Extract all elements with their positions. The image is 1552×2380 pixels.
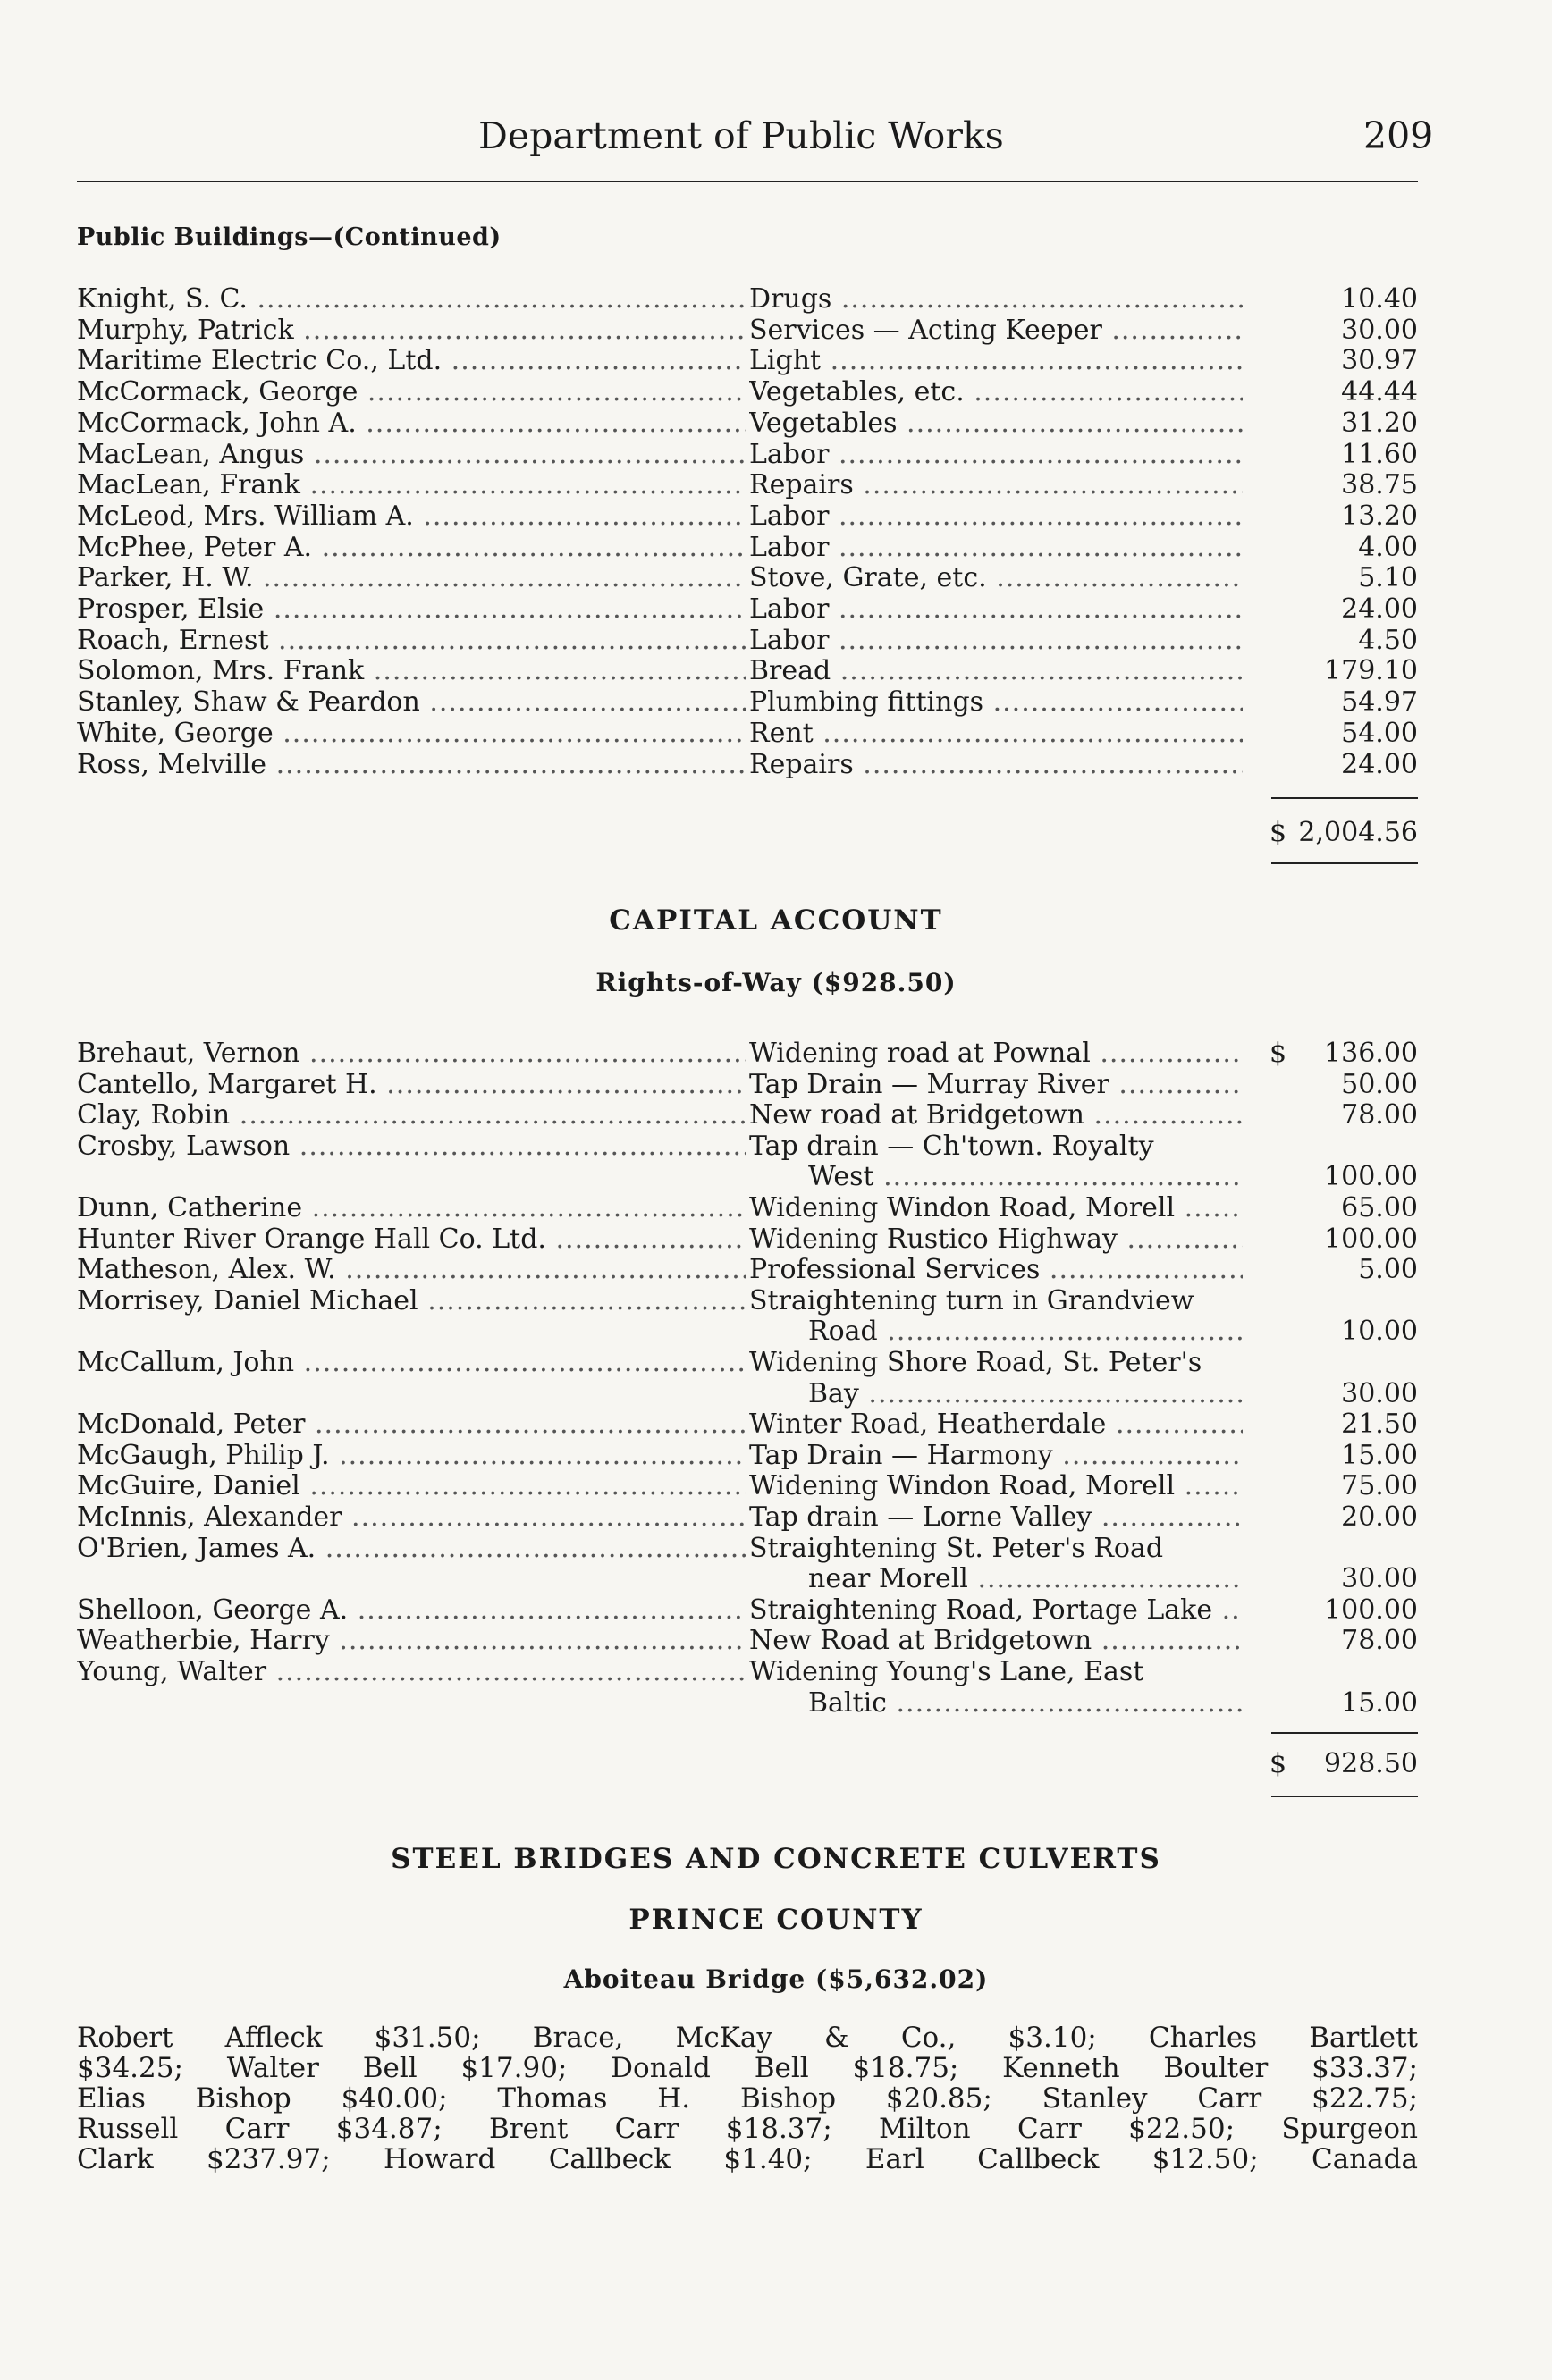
item-description: Labor ..... — [749, 533, 1243, 563]
subtotal-rule — [1271, 797, 1418, 799]
ledger-row — [0, 346, 1552, 376]
ledger-row — [0, 1100, 1552, 1131]
ledger-row-continuation — [0, 1564, 1552, 1594]
item-description: Labor ..... — [749, 626, 1243, 656]
item-description: Tap drain — Lorne Valley ..... — [749, 1502, 1243, 1533]
payee-name: Clay, Robin ..... — [77, 1100, 746, 1131]
ledger-row — [0, 1131, 1552, 1162]
ledger-row — [0, 1255, 1552, 1285]
item-amount: 75.00 — [1341, 1470, 1418, 1502]
paragraph-line: Russell Carr $34.87; Brent Carr $18.37; Milton Carr $22.50; Spurgeon — [77, 2113, 1418, 2145]
payee-name: McDonald, Peter ..... — [77, 1409, 746, 1440]
item-description: Professional Services ..... — [749, 1255, 1243, 1285]
payee-name: Young, Walter ..... — [77, 1657, 746, 1687]
item-amount: 179.10 — [1324, 655, 1418, 687]
item-amount: 10.40 — [1341, 283, 1418, 315]
item-description: Tap drain — Ch'town. Royalty — [749, 1131, 1154, 1162]
item-description: Straightening St. Peter's Road — [749, 1533, 1164, 1564]
ledger-row — [0, 1039, 1552, 1069]
total-dollar-sign: $ — [1269, 817, 1287, 848]
item-description: Drugs ..... — [749, 284, 1243, 315]
dollar-sign: $ — [1269, 1038, 1287, 1069]
capital-total: 928.50 — [1324, 1748, 1418, 1779]
payee-name: McCormack, John A. ..... — [77, 408, 746, 439]
item-description: Stove, Grate, etc. ..... — [749, 563, 1243, 593]
item-description: Labor ..... — [749, 501, 1243, 532]
capital-total-rule — [1271, 1796, 1418, 1797]
item-description: Labor ..... — [749, 594, 1243, 625]
item-description: Rent ..... — [749, 719, 1243, 749]
ledger-row — [0, 533, 1552, 563]
item-description: Widening road at Pownal ..... — [749, 1039, 1243, 1069]
capital-subtotal-rule — [1271, 1732, 1418, 1734]
header-rule — [77, 181, 1418, 182]
item-description: Labor ..... — [749, 440, 1243, 470]
payee-name: McCallum, John ..... — [77, 1348, 746, 1378]
payee-name: Brehaut, Vernon ..... — [77, 1039, 746, 1069]
ledger-row — [0, 440, 1552, 470]
ledger-row — [0, 501, 1552, 532]
ledger-row-continuation — [0, 1316, 1552, 1347]
ledger-row — [0, 656, 1552, 686]
ledger-row — [0, 1286, 1552, 1316]
item-amount: 20.00 — [1341, 1501, 1418, 1533]
payee-name: McPhee, Peter A. ..... — [77, 533, 746, 563]
steel-bridges-heading: STEEL BRIDGES AND CONCRETE CULVERTS — [391, 1843, 1161, 1875]
ledger-row-continuation — [0, 1379, 1552, 1409]
item-description: Repairs ..... — [749, 750, 1243, 780]
payee-name: Cantello, Margaret H. ..... — [77, 1070, 746, 1100]
item-description: Bread ..... — [749, 656, 1243, 686]
item-amount: 10.00 — [1341, 1316, 1418, 1348]
ledger-row — [0, 1502, 1552, 1533]
payee-name: O'Brien, James A. ..... — [77, 1534, 746, 1564]
page-header — [0, 114, 1552, 168]
payee-name: Matheson, Alex. W. ..... — [77, 1255, 746, 1285]
aboiteau-bridge-paragraph — [77, 2023, 1418, 2174]
item-amount: 136.00 — [1324, 1038, 1418, 1069]
item-amount: 50.00 — [1341, 1068, 1418, 1100]
ledger-row — [0, 1193, 1552, 1224]
capital-account-heading: CAPITAL ACCOUNT — [609, 904, 943, 937]
ledger-row — [0, 1471, 1552, 1501]
paragraph-line: $34.25; Walter Bell $17.90; Donald Bell $18.75; Kenneth Boulter $33.37; — [77, 2052, 1418, 2084]
payee-name: MacLean, Angus ..... — [77, 440, 746, 470]
ledger-row — [0, 1657, 1552, 1687]
running-title: Department of Public Works — [478, 114, 1004, 157]
item-description-continued: Road ..... — [808, 1316, 1243, 1347]
item-amount: 4.00 — [1358, 531, 1418, 563]
item-amount: 44.44 — [1341, 376, 1418, 408]
paragraph-line: Elias Bishop $40.00; Thomas H. Bishop $20.85; Stanley Carr $22.75; — [77, 2082, 1418, 2115]
ledger-row — [0, 719, 1552, 749]
ledger-row — [0, 1441, 1552, 1471]
payee-name: Weatherbie, Harry ..... — [77, 1626, 746, 1656]
item-description: New Road at Bridgetown ..... — [749, 1626, 1243, 1656]
ledger-row — [0, 1348, 1552, 1378]
payee-name: MacLean, Frank ..... — [77, 470, 746, 500]
rights-of-way-heading: Rights-of-Way ($928.50) — [595, 968, 957, 997]
item-description-continued: Baltic ..... — [808, 1688, 1243, 1719]
page-number: 209 — [1363, 114, 1434, 157]
payee-name: Stanley, Shaw & Peardon ..... — [77, 687, 746, 718]
item-amount: 30.97 — [1341, 345, 1418, 377]
item-amount: 54.97 — [1341, 686, 1418, 719]
item-amount: 78.00 — [1341, 1625, 1418, 1657]
ledger-row — [0, 315, 1552, 346]
item-description-continued: near Morell ..... — [808, 1564, 1243, 1594]
payee-name: Solomon, Mrs. Frank ..... — [77, 656, 746, 686]
item-description: Vegetables, etc. ..... — [749, 377, 1243, 408]
item-description: Winter Road, Heatherdale ..... — [749, 1409, 1243, 1440]
ledger-row — [0, 750, 1552, 780]
item-description: Light ..... — [749, 346, 1243, 376]
item-amount: 4.50 — [1358, 624, 1418, 656]
paragraph-line: Clark $237.97; Howard Callbeck $1.40; Earl Callbeck $12.50; Canada — [77, 2143, 1418, 2175]
item-amount: 100.00 — [1324, 1594, 1418, 1626]
ledger-row — [0, 687, 1552, 718]
section-heading-public-buildings: Public Buildings—(Continued) — [77, 223, 502, 251]
item-amount: 15.00 — [1341, 1686, 1418, 1719]
payee-name: McInnis, Alexander ..... — [77, 1502, 746, 1533]
item-description-continued: West ..... — [808, 1162, 1243, 1192]
payee-name: Ross, Melville ..... — [77, 750, 746, 780]
ledger-row — [0, 626, 1552, 656]
payee-name: Crosby, Lawson ..... — [77, 1131, 746, 1162]
item-description: Widening Windon Road, Morell ..... — [749, 1471, 1243, 1501]
payee-name: Parker, H. W. ..... — [77, 563, 746, 593]
item-amount: 30.00 — [1341, 314, 1418, 346]
item-description: Tap Drain — Harmony ..... — [749, 1441, 1243, 1471]
item-amount: 38.75 — [1341, 469, 1418, 501]
item-amount: 15.00 — [1341, 1439, 1418, 1471]
capital-total-dollar-sign: $ — [1269, 1748, 1287, 1779]
payee-name: Dunn, Catherine ..... — [77, 1193, 746, 1224]
item-amount: 30.00 — [1341, 1377, 1418, 1409]
ledger-row — [0, 470, 1552, 500]
public-buildings-total: 2,004.56 — [1298, 817, 1418, 848]
item-amount: 11.60 — [1341, 438, 1418, 470]
item-amount: 78.00 — [1341, 1099, 1418, 1131]
payee-name: McGuire, Daniel ..... — [77, 1471, 746, 1501]
payee-name: Maritime Electric Co., Ltd. ..... — [77, 346, 746, 376]
ledger-row — [0, 408, 1552, 439]
ledger-row-continuation — [0, 1688, 1552, 1719]
item-description: Services — Acting Keeper ..... — [749, 315, 1243, 346]
payee-name: Murphy, Patrick ..... — [77, 315, 746, 346]
ledger-row — [0, 1224, 1552, 1255]
item-description: Straightening turn in Grandview — [749, 1285, 1194, 1316]
item-description: Widening Rustico Highway ..... — [749, 1224, 1243, 1255]
item-description: Straightening Road, Portage Lake ..... — [749, 1595, 1243, 1626]
item-description: Widening Windon Road, Morell ..... — [749, 1193, 1243, 1224]
prince-county-heading: PRINCE COUNTY — [628, 1904, 924, 1936]
ledger-row — [0, 1595, 1552, 1626]
item-amount: 21.50 — [1341, 1409, 1418, 1441]
payee-name: McGaugh, Philip J. ..... — [77, 1441, 746, 1471]
item-description: Repairs ..... — [749, 470, 1243, 500]
ledger-row — [0, 284, 1552, 315]
payee-name: Hunter River Orange Hall Co. Ltd. ..... — [77, 1224, 746, 1255]
payee-name: Prosper, Elsie ..... — [77, 594, 746, 625]
payee-name: Knight, S. C. ..... — [77, 284, 746, 315]
ledger-row — [0, 1534, 1552, 1564]
item-amount: 100.00 — [1324, 1161, 1418, 1193]
payee-name: White, George ..... — [77, 719, 746, 749]
item-amount: 100.00 — [1324, 1223, 1418, 1255]
ledger-row — [0, 1409, 1552, 1440]
item-description: New road at Bridgetown ..... — [749, 1100, 1243, 1131]
item-description-continued: Bay ..... — [808, 1379, 1243, 1409]
item-amount: 24.00 — [1341, 748, 1418, 780]
item-amount: 54.00 — [1341, 717, 1418, 749]
ledger-row — [0, 377, 1552, 408]
total-rule — [1271, 862, 1418, 864]
payee-name: Morrisey, Daniel Michael ..... — [77, 1286, 746, 1316]
payee-name: McCormack, George ..... — [77, 377, 746, 408]
item-description: Widening Shore Road, St. Peter's — [749, 1348, 1202, 1378]
paragraph-line: Robert Affleck $31.50; Brace, McKay & Co., $3.10; Charles Bartlett — [77, 2022, 1418, 2054]
item-amount: 65.00 — [1341, 1192, 1418, 1224]
item-description: Tap Drain — Murray River ..... — [749, 1070, 1243, 1100]
ledger-row — [0, 1626, 1552, 1656]
ledger-row-continuation — [0, 1162, 1552, 1192]
item-amount: 30.00 — [1341, 1563, 1418, 1595]
item-amount: 13.20 — [1341, 500, 1418, 532]
item-amount: 5.10 — [1358, 562, 1418, 594]
item-description: Widening Young's Lane, East — [749, 1657, 1144, 1687]
payee-name: Roach, Ernest ..... — [77, 626, 746, 656]
item-description: Vegetables ..... — [749, 408, 1243, 439]
item-amount: 24.00 — [1341, 593, 1418, 625]
item-description: Plumbing fittings ..... — [749, 687, 1243, 718]
ledger-row — [0, 563, 1552, 593]
ledger-row — [0, 594, 1552, 625]
payee-name: McLeod, Mrs. William A. ..... — [77, 501, 746, 532]
aboiteau-bridge-heading: Aboiteau Bridge ($5,632.02) — [563, 1964, 989, 1994]
item-amount: 31.20 — [1341, 407, 1418, 439]
item-amount: 5.00 — [1358, 1254, 1418, 1286]
ledger-row — [0, 1070, 1552, 1100]
payee-name: Shelloon, George A. ..... — [77, 1595, 746, 1626]
